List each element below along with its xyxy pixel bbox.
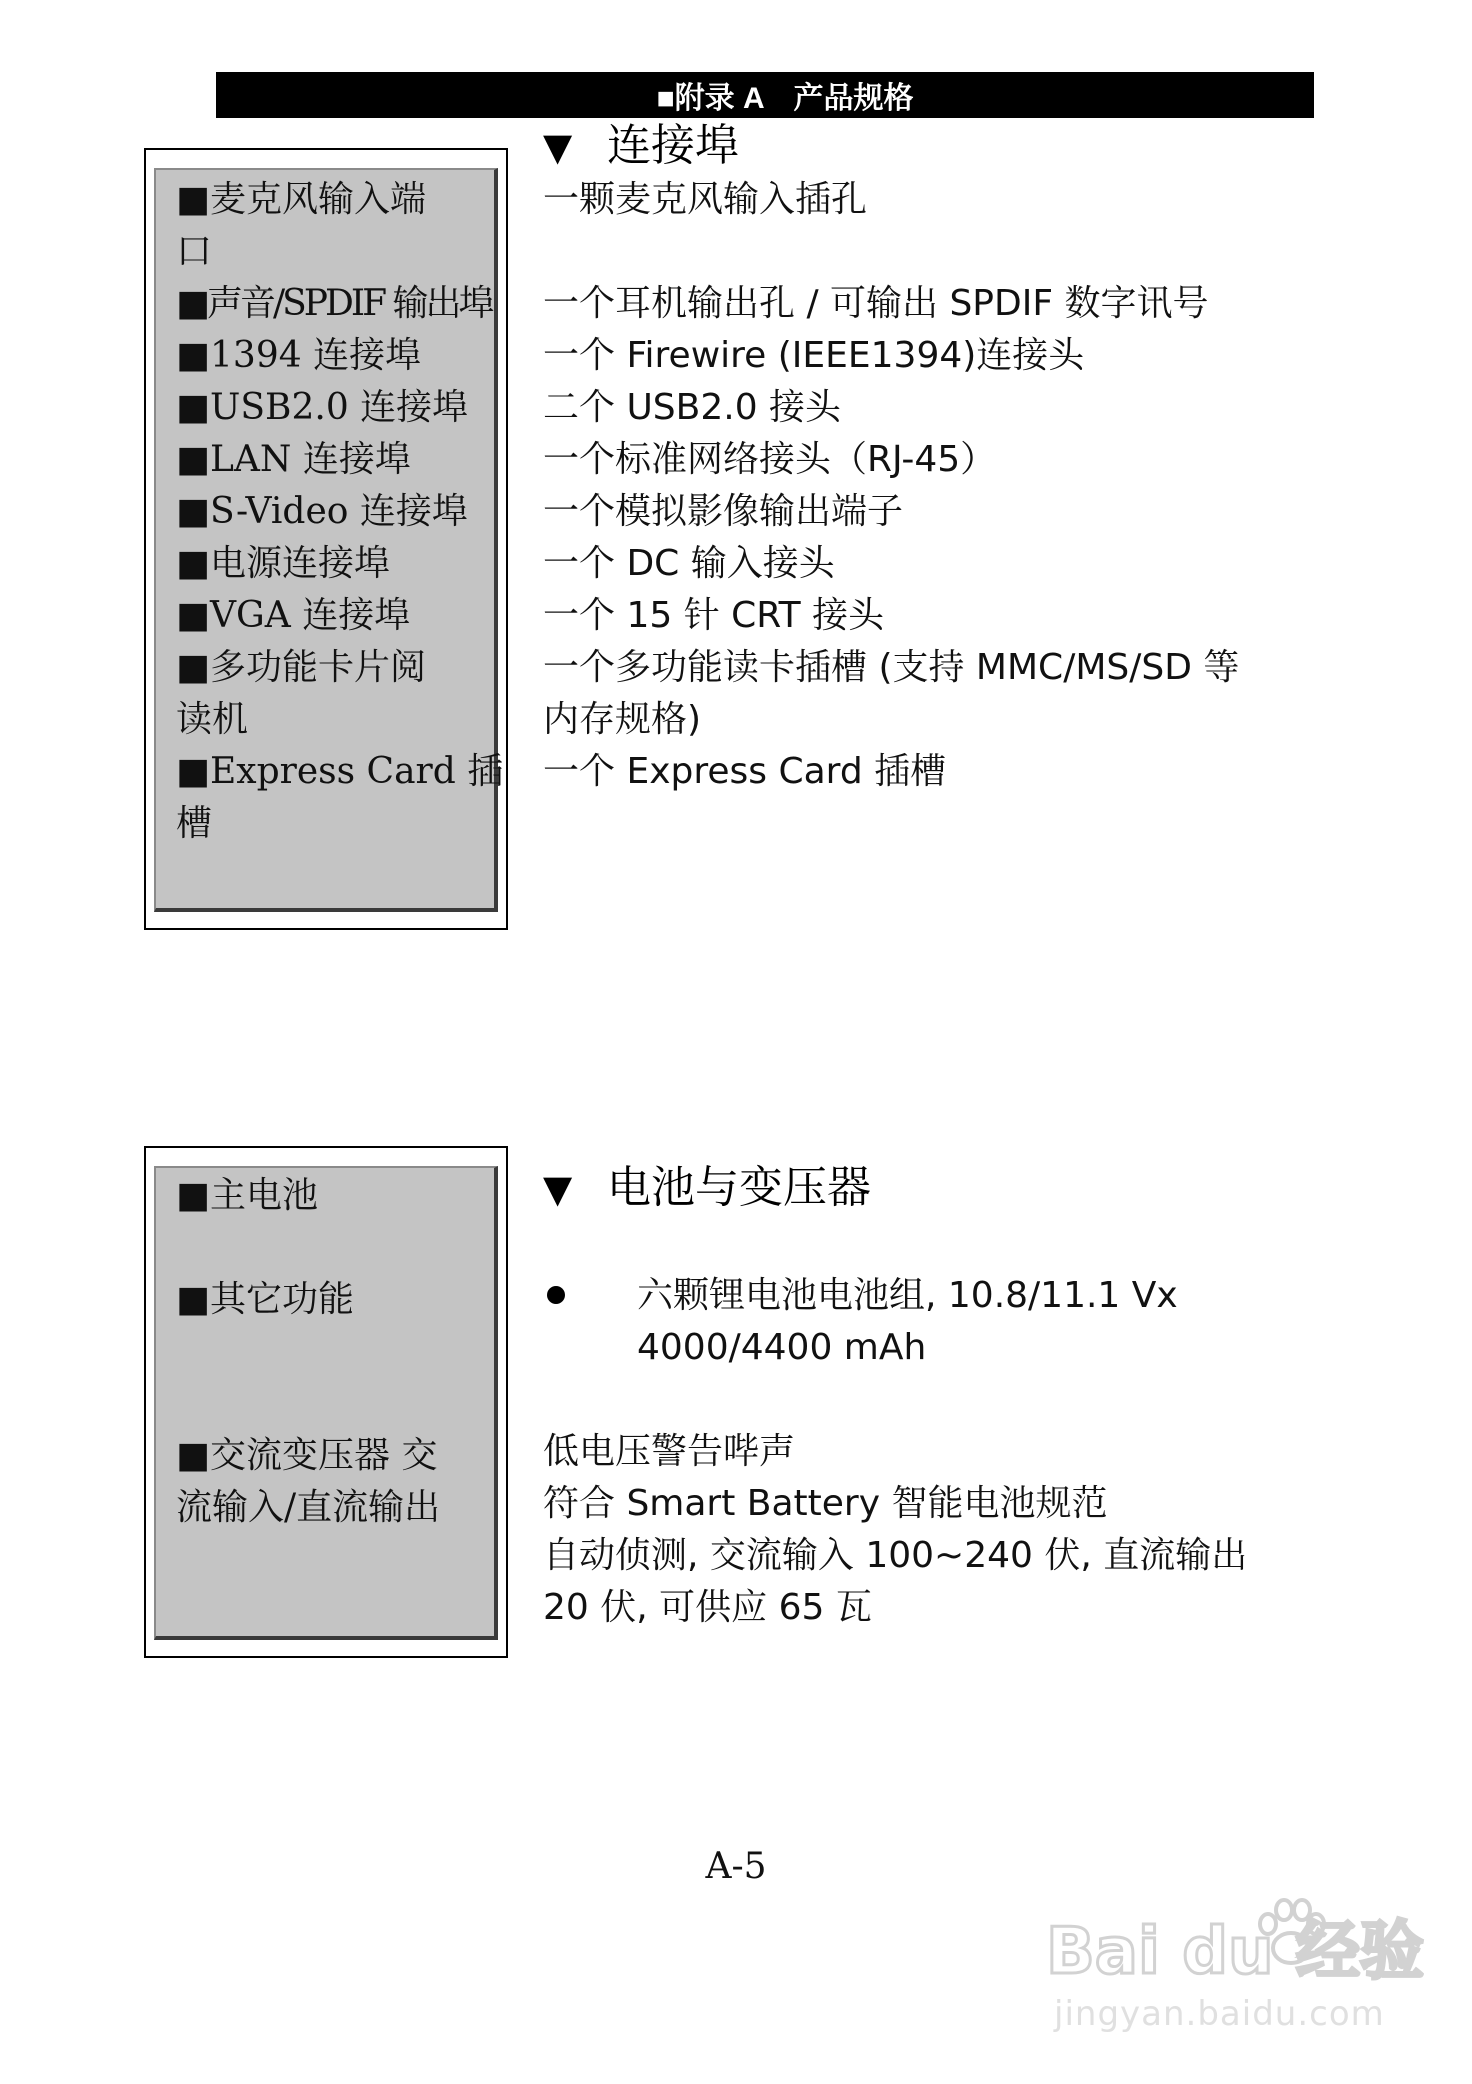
battery-label-main: ■主电池 bbox=[176, 1175, 319, 1216]
port-label-expresscard: ■Express Card 插 bbox=[176, 751, 504, 792]
port-label-cardreader-cont: 读机 bbox=[176, 699, 249, 740]
triangle-down-icon: ▼ bbox=[543, 1167, 573, 1211]
port-desc-expresscard: 一个 Express Card 插槽 bbox=[543, 751, 947, 792]
battery-title-text: 电池与变压器 bbox=[607, 1162, 871, 1213]
port-label-usb: ■USB2.0 连接埠 bbox=[176, 387, 469, 428]
port-label-cardreader: ■多功能卡片阅 bbox=[176, 647, 427, 688]
page-number: A-5 bbox=[705, 1846, 767, 1887]
paw-icon bbox=[1246, 1890, 1336, 1980]
battery-sidebar-panel bbox=[154, 1166, 498, 1640]
battery-desc-smartbattery: 符合 Smart Battery 智能电池规范 bbox=[543, 1483, 1108, 1524]
port-label-lan: ■LAN 连接埠 bbox=[176, 439, 411, 480]
page-header-bar bbox=[216, 72, 1314, 118]
ports-title-text: 连接埠 bbox=[607, 120, 739, 171]
port-desc-cardreader: 一个多功能读卡插槽 (支持 MMC/MS/SD 等 bbox=[543, 647, 1240, 688]
battery-sidebar-box bbox=[144, 1146, 508, 1658]
port-label-audio-spdif: ■声音/SPDIF 输出埠 bbox=[176, 283, 492, 324]
port-label-vga: ■VGA 连接埠 bbox=[176, 595, 411, 636]
port-desc-vga: 一个 15 针 CRT 接头 bbox=[543, 595, 885, 636]
port-label-1394: ■1394 连接埠 bbox=[176, 335, 422, 376]
baidu-watermark bbox=[1046, 1900, 1426, 2050]
port-desc-cardreader-cont: 内存规格) bbox=[543, 699, 702, 740]
battery-desc-lowvoltage: 低电压警告哔声 bbox=[543, 1431, 796, 1472]
bullet-dot-icon bbox=[547, 1286, 565, 1304]
port-label-mic: ■麦克风输入端 bbox=[176, 179, 427, 220]
battery-label-adapter-cont: 流输入/直流输出 bbox=[176, 1487, 441, 1528]
battery-desc-pack-cont: 4000/4400 mAh bbox=[637, 1327, 927, 1368]
port-desc-mic: 一颗麦克风输入插孔 bbox=[543, 179, 868, 220]
port-desc-svideo: 一个模拟影像输出端子 bbox=[543, 491, 904, 532]
port-label-power: ■电源连接埠 bbox=[176, 543, 391, 584]
battery-desc-adapter-cont: 20 伏, 可供应 65 瓦 bbox=[543, 1587, 872, 1628]
battery-desc-pack: 六颗锂电池电池组, 10.8/11.1 Vx bbox=[637, 1275, 1178, 1316]
battery-label-other: ■其它功能 bbox=[176, 1279, 355, 1320]
port-desc-lan: 一个标准网络接头（RJ-45） bbox=[543, 439, 997, 480]
port-desc-power: 一个 DC 输入接头 bbox=[543, 543, 835, 584]
port-label-mic-cont: 口 bbox=[176, 231, 213, 272]
port-desc-1394: 一个 Firewire (IEEE1394)连接头 bbox=[543, 335, 1085, 376]
port-label-expresscard-cont: 槽 bbox=[176, 803, 213, 844]
battery-section-title bbox=[543, 1160, 871, 1217]
battery-label-adapter: ■交流变压器 交 bbox=[176, 1435, 438, 1476]
watermark-brand: Bai du 经验 bbox=[1046, 1915, 1424, 1989]
port-desc-usb: 二个 USB2.0 接头 bbox=[543, 387, 842, 428]
ports-section-title bbox=[543, 118, 739, 175]
header-title: ■附录 A 产品规格 bbox=[656, 82, 914, 115]
watermark-url: jingyan.baidu.com bbox=[1054, 1994, 1385, 2034]
port-desc-audio-spdif: 一个耳机输出孔 / 可输出 SPDIF 数字讯号 bbox=[543, 283, 1209, 324]
port-label-svideo: ■S-Video 连接埠 bbox=[176, 491, 468, 532]
triangle-down-icon: ▼ bbox=[543, 125, 573, 169]
battery-desc-adapter: 自动侦测, 交流输入 100~240 伏, 直流输出 bbox=[543, 1535, 1248, 1576]
